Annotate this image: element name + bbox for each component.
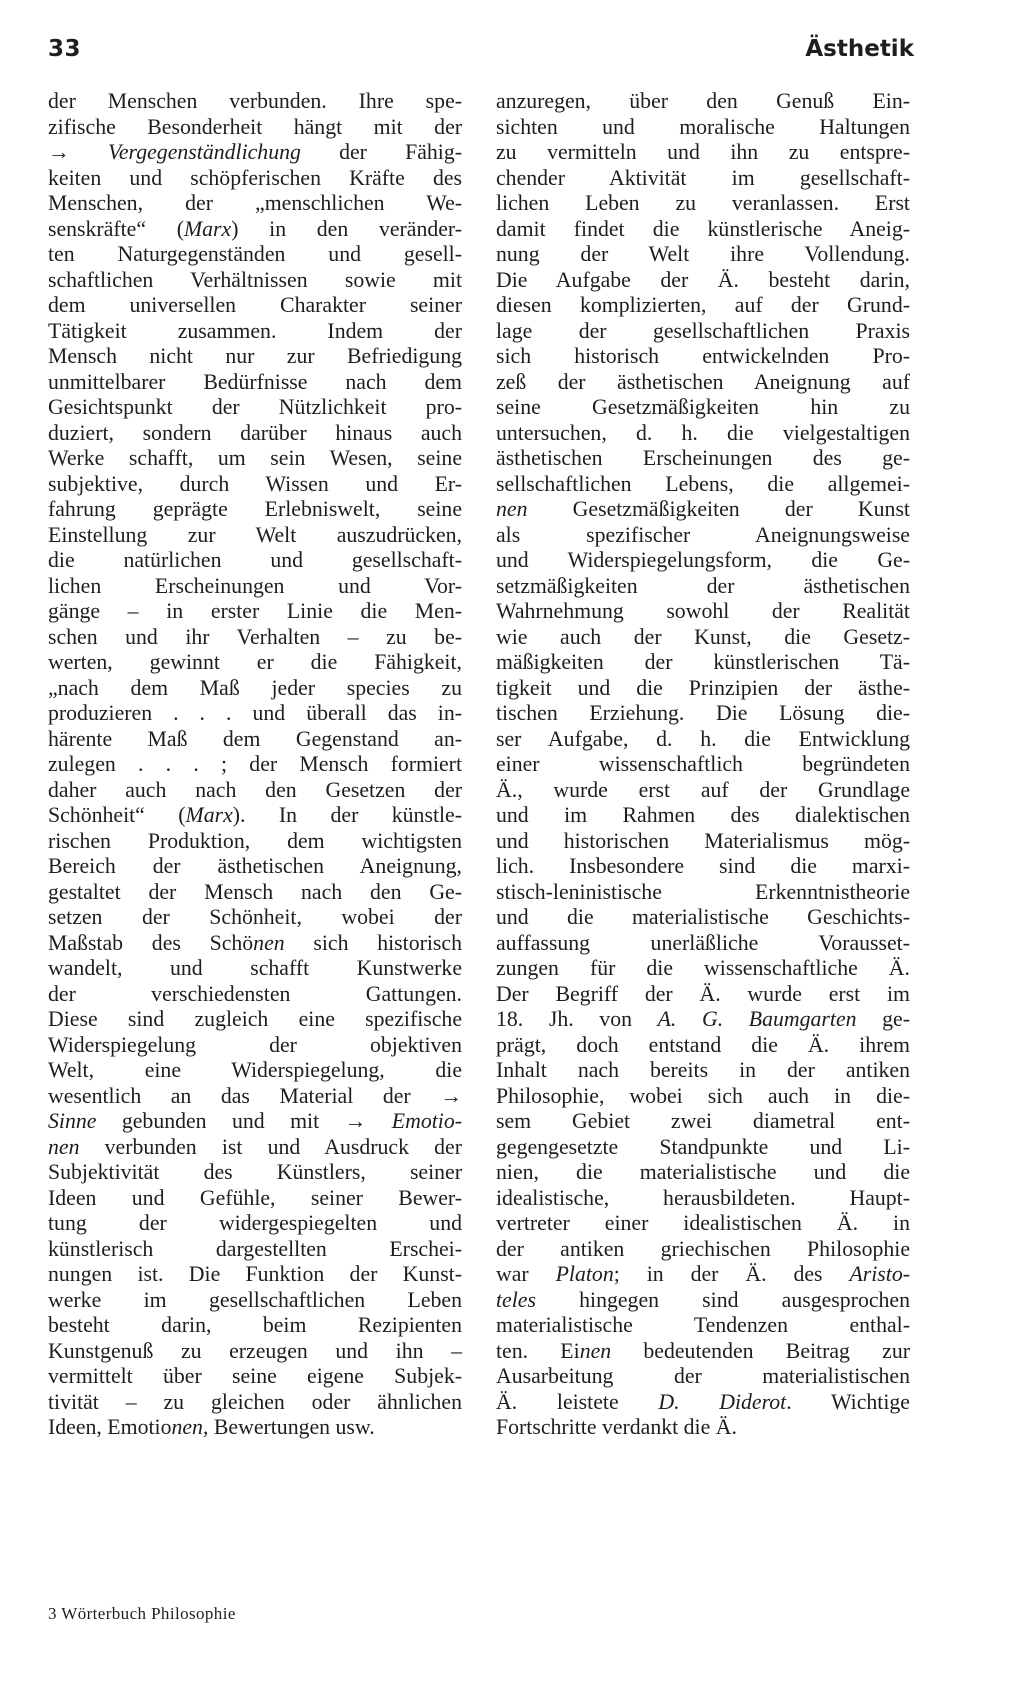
text-line: und Widerspiegelungsform, die Ge- — [496, 548, 910, 572]
text-line: Die Aufgabe der Ä. besteht darin, — [496, 267, 910, 292]
text-line: chender Aktivität im gesellschaft- — [496, 165, 910, 190]
text-line: mäßigkeiten der künstlerischen Tä- — [496, 650, 910, 674]
text-line: senskräfte“ (Marx) in den veränder- — [48, 216, 462, 241]
text-line: Ä., wurde erst auf der Grundlage — [496, 777, 910, 802]
text-line: vertreter einer idealistischen Ä. in — [496, 1211, 910, 1235]
text-line: Diese sind zugleich eine spezifische — [48, 1007, 462, 1031]
text-line: → Vergegenständlichung der Fähig- — [48, 140, 462, 164]
right-column — [496, 89, 910, 1441]
text-line: „nach dem Maß jeder species zu — [48, 675, 462, 700]
text-line: diesen komplizierten, auf der Grund- — [496, 293, 910, 317]
text-line: tung der widergespiegelten und — [48, 1211, 462, 1235]
text-line: und historischen Materialismus mög- — [496, 828, 910, 853]
text-line: Subjektivität des Künstlers, seiner — [48, 1160, 462, 1184]
text-line: lage der gesellschaftlichen Praxis — [496, 318, 910, 343]
text-line: Inhalt nach bereits in der antiken — [496, 1058, 910, 1082]
text-line: untersuchen, d. h. die vielgestaltigen — [496, 420, 910, 445]
text-line: Ausarbeitung der materialistischen — [496, 1364, 910, 1388]
text-line: setzen der Schönheit, wobei der — [48, 905, 462, 929]
text-line: nen verbunden ist und Ausdruck der — [48, 1134, 462, 1159]
text-line: werten, gewinnt er die Fähigkeit, — [48, 650, 462, 674]
text-line: keiten und schöpferischen Kräfte des — [48, 165, 462, 190]
text-line: ser Aufgabe, d. h. die Entwicklung — [496, 726, 910, 751]
text-line: produzieren . . . und überall das in- — [48, 701, 462, 725]
text-line: Sinne gebunden und mit → Emotio- — [48, 1109, 462, 1133]
text-line: künstlerisch dargestellten Erschei- — [48, 1236, 462, 1261]
text-line: Ä. leistete D. Diderot. Wichtige — [496, 1389, 910, 1414]
text-line: setzmäßigkeiten der ästhetischen — [496, 573, 910, 598]
text-line: Bereich der ästhetischen Aneignung, — [48, 854, 462, 878]
text-line: Ideen und Gefühle, seiner Bewer- — [48, 1185, 462, 1210]
text-line: der antiken griechischen Philosophie — [496, 1236, 910, 1261]
text-line: duziert, sondern darüber hinaus auch — [48, 420, 462, 445]
text-line: ten Naturgegenständen und gesell- — [48, 242, 462, 266]
text-line: als spezifischer Aneignungsweise — [496, 522, 910, 547]
text-line: gänge – in erster Linie die Men- — [48, 599, 462, 623]
text-line: schaftlichen Verhältnissen sowie mit — [48, 267, 462, 292]
text-line: Philosophie, wobei sich auch in die- — [496, 1083, 910, 1108]
text-line: dem universellen Charakter seiner — [48, 293, 462, 317]
text-line: der verschiedensten Gattungen. — [48, 981, 462, 1006]
text-line: gegengesetzte Standpunkte und Li- — [496, 1134, 910, 1159]
text-line: rischen Produktion, dem wichtigsten — [48, 828, 462, 853]
text-line: gestaltet der Mensch nach den Ge- — [48, 879, 462, 904]
text-line: lich. Insbesondere sind die marxi- — [496, 854, 910, 878]
text-line: Widerspiegelung der objektiven — [48, 1032, 462, 1057]
text-line: teles hingegen sind ausgesprochen — [496, 1287, 910, 1312]
text-line: lichen Erscheinungen und Vor- — [48, 573, 462, 598]
text-line: besteht darin, beim Rezipienten — [48, 1313, 462, 1337]
text-line: sellschaftlichen Lebens, die allgemei- — [496, 471, 910, 496]
text-line: und die materialistische Geschichts- — [496, 905, 910, 929]
text-line: wie auch der Kunst, die Gesetz- — [496, 624, 910, 649]
text-line: ten. Einen bedeutenden Beitrag zur — [496, 1338, 910, 1363]
text-line: zu vermitteln und ihn zu entspre- — [496, 140, 910, 164]
text-line: nien, die materialistische und die — [496, 1160, 910, 1184]
text-line: werke im gesellschaftlichen Leben — [48, 1287, 462, 1312]
running-head: Ästhetik — [805, 36, 914, 62]
text-line: wesentlich an das Material der → — [48, 1083, 462, 1108]
text-line: Maßstab des Schönen sich historisch — [48, 930, 462, 955]
left-column — [48, 89, 462, 1441]
text-line: Mensch nicht nur zur Befriedigung — [48, 344, 462, 368]
page-number: 33 — [48, 36, 82, 62]
text-line: tivität – zu gleichen oder ähnlichen — [48, 1389, 462, 1414]
text-line: lichen Leben zu veranlassen. Erst — [496, 191, 910, 215]
text-line: einer wissenschaftlich begründeten — [496, 752, 910, 776]
text-line: zulegen . . . ; der Mensch formiert — [48, 752, 462, 776]
text-line: Werke schafft, um sein Wesen, seine — [48, 446, 462, 470]
text-line: daher auch nach den Gesetzen der — [48, 777, 462, 802]
text-line: Tätigkeit zusammen. Indem der — [48, 318, 462, 343]
text-line: Ideen, Emotionen, Bewertungen usw. — [48, 1415, 375, 1439]
text-line: unmittelbarer Bedürfnisse nach dem — [48, 369, 462, 394]
text-line: Menschen, der „menschlichen We- — [48, 191, 462, 215]
text-line: Welt, eine Widerspiegelung, die — [48, 1058, 462, 1082]
text-line: seine Gesetzmäßigkeiten hin zu — [496, 395, 910, 419]
text-line: nungen ist. Die Funktion der Kunst- — [48, 1262, 462, 1286]
text-line: nen Gesetzmäßigkeiten der Kunst — [496, 497, 910, 521]
text-line: prägt, doch entstand die Ä. ihrem — [496, 1032, 910, 1057]
text-line: ästhetischen Erscheinungen des ge- — [496, 446, 910, 470]
text-line: war Platon; in der Ä. des Aristo- — [496, 1262, 911, 1286]
text-line: Gesichtspunkt der Nützlichkeit pro- — [48, 395, 462, 419]
text-line: Fortschritte verdankt die Ä. — [496, 1415, 737, 1439]
text-line: nung der Welt ihre Vollendung. — [496, 242, 910, 266]
text-line: schen und ihr Verhalten – zu be- — [48, 624, 462, 649]
text-line: Kunstgenuß zu erzeugen und ihn – — [48, 1338, 462, 1363]
text-line: 18. Jh. von A. G. Baumgarten ge- — [496, 1007, 910, 1031]
text-line: die natürlichen und gesellschaft- — [48, 548, 462, 572]
text-line: anzuregen, über den Genuß Ein- — [496, 89, 910, 113]
text-line: sich historisch entwickelnden Pro- — [496, 344, 910, 368]
text-line: Schönheit“ (Marx). In der künstle- — [48, 803, 462, 827]
printer-signature: 3 Wörterbuch Philosophie — [48, 1604, 236, 1623]
text-line: härente Maß dem Gegenstand an- — [48, 726, 462, 751]
text-line: Wahrnehmung sowohl der Realität — [496, 599, 910, 623]
text-line: sichten und moralische Haltungen — [496, 114, 910, 139]
text-line: subjektive, durch Wissen und Er- — [48, 471, 462, 496]
text-line: Der Begriff der Ä. wurde erst im — [496, 981, 910, 1006]
text-line: zungen für die wissenschaftliche Ä. — [496, 956, 910, 980]
text-line: Einstellung zur Welt auszudrücken, — [48, 522, 462, 547]
text-line: und im Rahmen des dialektischen — [496, 803, 910, 827]
text-line: der Menschen verbunden. Ihre spe- — [48, 89, 462, 113]
text-line: sem Gebiet zwei diametral ent- — [496, 1109, 910, 1133]
text-line: tischen Erziehung. Die Lösung die- — [496, 701, 910, 725]
text-line: idealistische, herausbildeten. Haupt- — [496, 1185, 910, 1210]
text-line: auffassung unerläßliche Vorausset- — [496, 930, 910, 955]
text-line: wandelt, und schafft Kunstwerke — [48, 956, 462, 980]
text-line: stisch-leninistische Erkenntnistheorie — [496, 879, 910, 904]
text-line: zeß der ästhetischen Aneignung auf — [496, 369, 910, 394]
text-line: tigkeit und die Prinzipien der ästhe- — [496, 675, 910, 700]
text-line: damit findet die künstlerische Aneig- — [496, 216, 910, 241]
text-line: zifische Besonderheit hängt mit der — [48, 114, 462, 139]
text-line: fahrung geprägte Erlebniswelt, seine — [48, 497, 462, 521]
text-line: materialistische Tendenzen enthal- — [496, 1313, 910, 1337]
text-line: vermittelt über seine eigene Subjek- — [48, 1364, 462, 1388]
